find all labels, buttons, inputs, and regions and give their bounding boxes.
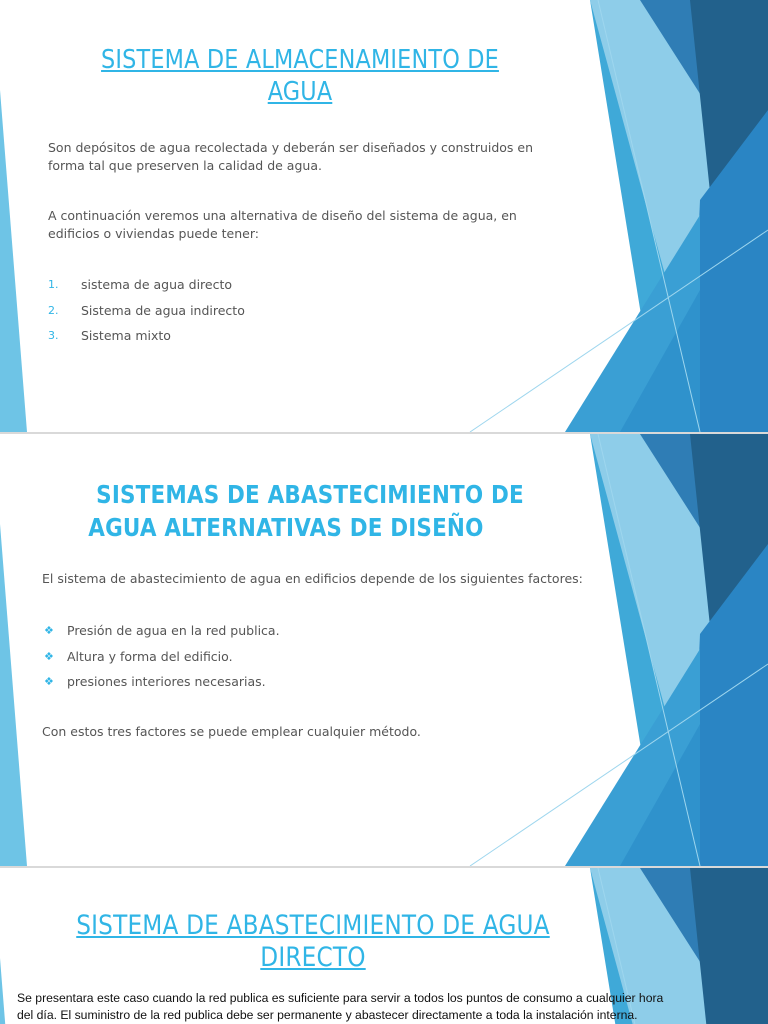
list-item bbox=[42, 622, 442, 648]
list-item-text: Presión de agua en la red publica. bbox=[67, 623, 280, 638]
slide-1 bbox=[0, 0, 768, 432]
slide-2 bbox=[0, 434, 768, 866]
list-item-text: Altura y forma del edificio. bbox=[67, 648, 233, 664]
list-item-text: Sistema mixto bbox=[81, 328, 171, 343]
slide-title: SISTEMA DE ABASTECIMIENTO DE AGUA DIRECTO bbox=[76, 910, 550, 973]
list-item-text: sistema de agua directo bbox=[81, 277, 233, 292]
diamond-bullet-icon: ❖ bbox=[44, 675, 54, 688]
list-number: 2. bbox=[48, 303, 59, 317]
list-number: 3. bbox=[48, 329, 59, 342]
factors-list bbox=[42, 622, 442, 699]
list-item bbox=[42, 648, 442, 674]
list-item bbox=[42, 673, 442, 699]
slide-3 bbox=[0, 868, 768, 1024]
list-item-text: Sistema de agua indirecto bbox=[81, 302, 245, 318]
closing-paragraph: Con estos tres factores se puede emplear cualquier método. bbox=[42, 724, 421, 739]
options-list bbox=[48, 276, 448, 353]
list-item bbox=[48, 327, 448, 353]
slide-title: SISTEMA DE ALMACENAMIENTO DE AGUA bbox=[101, 45, 499, 107]
body-paragraph: Se presentara este caso cuando la red publica es suficiente para servir a todos los puntos de consumo a cualquier hora del día. El suministro de la red publica debe ser permanente y abastecer directamente a toda la instalación interna. bbox=[17, 991, 664, 1022]
slide-title bbox=[61, 478, 560, 544]
list-number: 1. bbox=[48, 278, 59, 291]
list-item bbox=[48, 276, 448, 302]
slide-title-line-2: AGUA ALTERNATIVAS DE DISEÑO bbox=[88, 513, 484, 542]
list-item bbox=[48, 302, 448, 328]
diamond-bullet-icon: ❖ bbox=[44, 649, 54, 663]
intro-paragraph: El sistema de abastecimiento de agua en edificios depende de los siguientes factores: bbox=[42, 571, 583, 586]
paragraph-1: Son depósitos de agua recolectada y deberán ser diseñados y construidos en forma tal que preserven la calidad de agua. bbox=[48, 140, 534, 173]
slide-title-line-1: SISTEMAS DE ABASTECIMIENTO DE bbox=[96, 480, 524, 509]
paragraph-2: A continuación veremos una alternativa de diseño del sistema de agua, en edificios o viviendas puede tener: bbox=[48, 208, 517, 241]
left-accent-triangle bbox=[0, 90, 27, 432]
list-item-text: presiones interiores necesarias. bbox=[67, 674, 266, 689]
left-accent-triangle bbox=[0, 524, 27, 866]
diamond-bullet-icon: ❖ bbox=[44, 624, 54, 637]
